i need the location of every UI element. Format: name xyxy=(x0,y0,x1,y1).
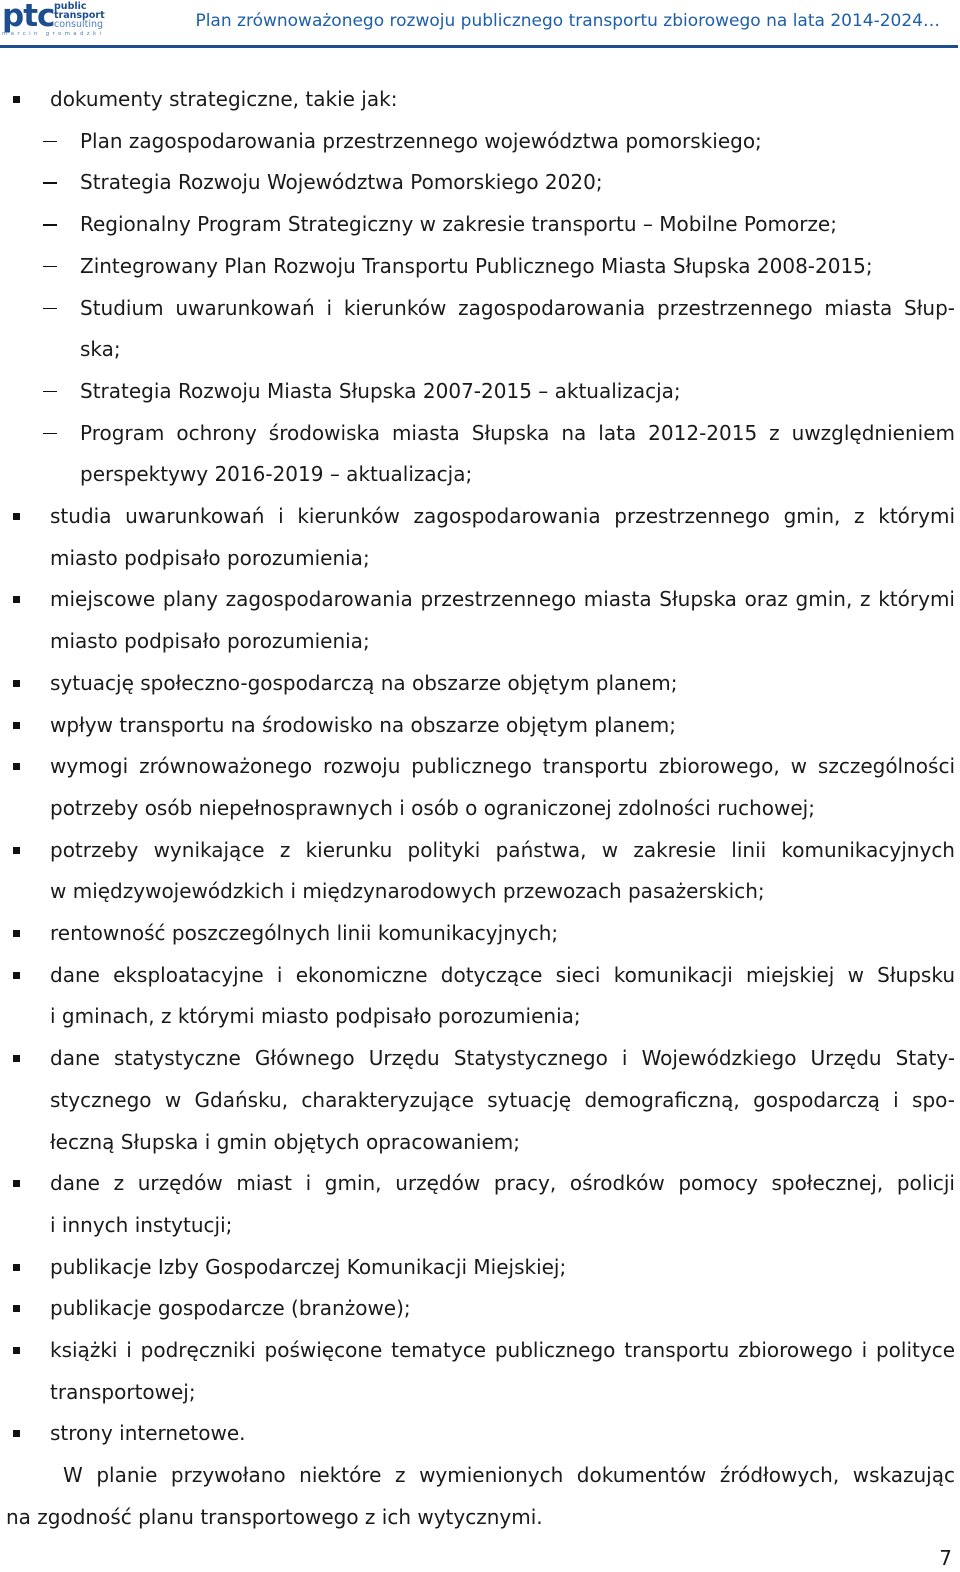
square-bullet-icon xyxy=(13,1305,20,1312)
list-item-text: Plan zagospodarowania przestrzennego województwa pomorskiego; xyxy=(80,128,762,153)
header-divider xyxy=(0,45,958,48)
company-logo xyxy=(2,0,105,40)
list-item-text: sytuację społeczno-gospodarczą na obszarze objętym planem; xyxy=(50,670,678,695)
square-bullet-icon xyxy=(13,1055,20,1062)
list-item-text: i gminach, z którymi miasto podpisało porozumienia; xyxy=(50,1004,581,1029)
list-item-text: dane eksploatacyjne i ekonomiczne dotyczące sieci komunikacji miejskiej w Słupsku xyxy=(50,962,955,987)
list-item-text: książki i podręczniki poświęcone tematyce publicznego transportu zbiorowego i polityce xyxy=(50,1338,955,1362)
logo-mark: ptc xyxy=(2,0,55,34)
dash-bullet-icon xyxy=(43,182,57,184)
list-item-text: Strategia Rozwoju Województwa Pomorskiego 2020; xyxy=(80,170,603,195)
list-item-text: strony internetowe. xyxy=(50,1421,246,1446)
list-item-text: Studium uwarunkowań i kierunków zagospodarowania przestrzennego miasta Słup- xyxy=(80,295,955,320)
dash-bullet-icon xyxy=(43,141,57,143)
square-bullet-icon xyxy=(13,1430,20,1437)
list-item-text: potrzeby osób niepełnosprawnych i osób o ograniczonej zdolności ruchowej; xyxy=(50,795,815,820)
square-bullet-icon xyxy=(13,1264,20,1271)
square-bullet-icon xyxy=(13,930,20,937)
list-item-text: stycznego w Gdańsku, charakteryzujące sytuację demograficzną, gospodarczą i spo- xyxy=(50,1087,955,1112)
square-bullet-icon xyxy=(13,1347,20,1354)
square-bullet-icon xyxy=(13,847,20,854)
square-bullet-icon xyxy=(13,680,20,687)
list-item-text: wpływ transportu na środowisko na obszarze objętym planem; xyxy=(50,712,676,737)
dash-bullet-icon xyxy=(43,224,57,226)
list-item-text: ska; xyxy=(80,337,121,362)
list-item-text: dane z urzędów miast i gmin, urzędów pracy, ośrodków pomocy społecznej, policji xyxy=(50,1171,955,1196)
list-item-text: Regionalny Program Strategiczny w zakresie transportu – Mobilne Pomorze; xyxy=(80,212,837,237)
list-item-text: dane statystyczne Głównego Urzędu Statystycznego i Wojewódzkiego Urzędu Staty- xyxy=(50,1046,955,1071)
square-bullet-icon xyxy=(13,972,20,979)
logo-subtitle: marcin gromadzki xyxy=(2,31,105,37)
list-item-text: Zintegrowany Plan Rozwoju Transportu Publicznego Miasta Słupska 2008-2015; xyxy=(80,253,873,278)
square-bullet-icon xyxy=(13,763,20,770)
list-item-text: miejscowe plany zagospodarowania przestrzennego miasta Słupska oraz gmin, z którymi xyxy=(50,587,955,612)
list-item-text: rentowność poszczególnych linii komunikacyjnych; xyxy=(50,921,559,945)
list-item-text: wymogi zrównoważonego rozwoju publicznego transportu zbiorowego, w szczególności xyxy=(50,754,955,779)
paragraph-line: na zgodność planu transportowego z ich wytycznymi. xyxy=(6,1504,543,1529)
list-item-text: Program ochrony środowiska miasta Słupska na lata 2012-2015 z uwzględnieniem xyxy=(80,420,955,445)
list-item-text: perspektywy 2016-2019 – aktualizacja; xyxy=(80,462,473,487)
logo-wordmark: public transport consulting xyxy=(54,1,105,30)
square-bullet-icon xyxy=(13,722,20,729)
dash-bullet-icon xyxy=(43,391,57,393)
list-item-text: dokumenty strategiczne, takie jak: xyxy=(50,87,398,111)
list-item-text: publikacje gospodarcze (branżowe); xyxy=(50,1296,411,1321)
list-item-text: potrzeby wynikające z kierunku polityki państwa, w zakresie linii komunikacyjnych xyxy=(50,837,955,862)
list-item-text: transportowej; xyxy=(50,1379,196,1404)
square-bullet-icon xyxy=(13,596,20,603)
list-item-text: miasto podpisało porozumienia; xyxy=(50,629,370,654)
dash-bullet-icon xyxy=(43,433,57,435)
list-item-text: miasto podpisało porozumienia; xyxy=(50,545,370,570)
list-item-text: studia uwarunkowań i kierunków zagospodarowania przestrzennego gmin, z którymi xyxy=(50,504,955,528)
paragraph-line: W planie przywołano niektóre z wymienionych dokumentów źródłowych, wskazując xyxy=(63,1463,955,1488)
square-bullet-icon xyxy=(13,1180,20,1187)
square-bullet-icon xyxy=(13,513,20,520)
page-number: 7 xyxy=(939,1546,952,1570)
list-item-text: Strategia Rozwoju Miasta Słupska 2007-2015 – aktualizacja; xyxy=(80,378,681,403)
dash-bullet-icon xyxy=(43,308,57,310)
list-item-text: i innych instytucji; xyxy=(50,1212,233,1237)
dash-bullet-icon xyxy=(43,266,57,268)
list-item-text: łeczną Słupska i gmin objętych opracowaniem; xyxy=(50,1129,520,1154)
list-item-text: w międzywojewódzkich i międzynarodowych przewozach pasażerskich; xyxy=(50,879,765,904)
page-header xyxy=(0,0,960,50)
document-title: Plan zrównoważonego rozwoju publicznego transportu zbiorowego na lata 2014-2024… xyxy=(195,11,940,31)
square-bullet-icon xyxy=(13,96,20,103)
list-item-text: publikacje Izby Gospodarczej Komunikacji Miejskiej; xyxy=(50,1254,567,1279)
